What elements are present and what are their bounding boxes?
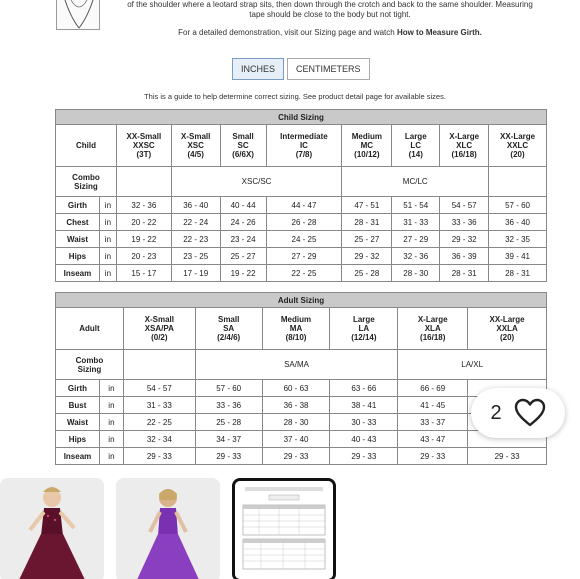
combo-empty-cell xyxy=(489,167,547,197)
child-size-header xyxy=(266,125,342,167)
adult-label: Adult xyxy=(56,308,124,350)
measurement-row-inseam xyxy=(56,448,547,465)
adult-size-header xyxy=(330,308,398,350)
combo-empty-cell xyxy=(123,350,195,380)
demo-prefix: For a detailed demonstration, visit our Sizing page and watch xyxy=(178,28,397,37)
measurement-value: 23 - 25 xyxy=(171,248,220,265)
measurement-value: 66 - 69 xyxy=(398,380,468,397)
child-label: Child xyxy=(56,125,117,167)
measurement-name: Girth xyxy=(56,380,100,397)
size-header-line: (16/18) xyxy=(451,150,477,159)
measurement-value: 23 - 24 xyxy=(220,231,266,248)
measurement-value: 24 - 25 xyxy=(266,231,342,248)
measurement-value: 22 - 23 xyxy=(171,231,220,248)
measurement-value: 29 - 33 xyxy=(123,448,195,465)
size-header-line: (2/4/6) xyxy=(217,333,241,342)
measurement-value: 28 - 31 xyxy=(440,265,489,282)
measurement-unit: in xyxy=(99,380,123,397)
size-header-line: (8/10) xyxy=(285,333,307,342)
measurement-value: 28 - 30 xyxy=(262,414,330,431)
measurement-value: 43 - 47 xyxy=(398,431,468,448)
instruction-line-2: tape should be close to the body but not tight. xyxy=(249,10,411,19)
size-header-line: (12/14) xyxy=(351,333,377,342)
combo-empty-cell xyxy=(116,167,171,197)
measurement-value: 30 - 33 xyxy=(330,414,398,431)
measurement-value: 26 - 28 xyxy=(266,214,342,231)
size-header-line: Small xyxy=(217,315,240,324)
measurement-value: 60 - 63 xyxy=(262,380,330,397)
measurement-value: 36 - 39 xyxy=(440,248,489,265)
child-size-header-row xyxy=(56,125,547,167)
measurement-unit: in xyxy=(99,448,123,465)
adult-sizing-title: Adult Sizing xyxy=(56,293,547,308)
size-header-line: SA xyxy=(223,324,235,333)
size-header-line: XLA xyxy=(424,324,441,333)
measurement-unit: in xyxy=(99,231,116,248)
combo-label-line-2: Sizing xyxy=(74,181,98,191)
measurement-value: 54 - 57 xyxy=(440,197,489,214)
child-size-header xyxy=(440,125,489,167)
measurement-value: 29 - 33 xyxy=(330,448,398,465)
demo-link: How to Measure Girth. xyxy=(396,28,482,37)
adult-size-header xyxy=(123,308,195,350)
measurement-row-chest xyxy=(56,214,547,231)
adult-sizing-table xyxy=(55,292,547,465)
measurement-value: 32 - 34 xyxy=(123,431,195,448)
size-header-line: (20) xyxy=(499,333,515,342)
size-header-line: XSC xyxy=(187,141,204,150)
measurement-value: 19 - 22 xyxy=(220,265,266,282)
size-header-line: (16/18) xyxy=(420,333,446,342)
measurement-name: Hips xyxy=(56,248,100,265)
measurement-value: 32 - 36 xyxy=(116,197,171,214)
size-header-line: XX-Large xyxy=(499,132,536,141)
measurement-unit: in xyxy=(99,197,116,214)
measurement-name: Inseam xyxy=(56,265,100,282)
combo-cell: MC/LC xyxy=(342,167,489,197)
size-header-line: X-Small xyxy=(181,132,211,141)
instruction-line-1: of the shoulder where a leotard strap sits, then down through the crotch and back to the same shoulder. Measuring xyxy=(127,0,533,9)
measurement-value: 33 - 36 xyxy=(195,397,262,414)
size-header-line: SC xyxy=(237,141,249,150)
thumbnail-purple-dress[interactable] xyxy=(116,478,220,579)
size-header-line: Medium xyxy=(351,132,382,141)
child-size-header xyxy=(342,125,392,167)
measurement-value: 39 - 41 xyxy=(489,248,547,265)
measurement-value: 29 - 33 xyxy=(468,448,547,465)
size-header-line: Small xyxy=(232,132,254,141)
measurement-value: 20 - 22 xyxy=(116,214,171,231)
measurement-value: 31 - 33 xyxy=(392,214,440,231)
combo-cell: LA/XL xyxy=(398,350,547,380)
sizing-guide-note: This is a guide to help determine correct sizing. See product detail page for available sizes. xyxy=(144,92,446,101)
measurement-value: 27 - 29 xyxy=(266,248,342,265)
inches-button[interactable]: INCHES xyxy=(232,58,284,80)
measurement-value: 19 - 22 xyxy=(116,231,171,248)
measurement-value: 41 - 45 xyxy=(398,397,468,414)
measurement-value: 57 - 60 xyxy=(195,380,262,397)
size-header-line: LA xyxy=(358,324,370,333)
measurement-value: 34 - 37 xyxy=(195,431,262,448)
combo-sizing-label xyxy=(56,350,124,380)
measurement-value: 47 - 51 xyxy=(342,197,392,214)
combo-label-line-1: Combo xyxy=(75,355,104,365)
size-header-line: X-Large xyxy=(417,315,448,324)
measurement-value: 33 - 36 xyxy=(440,214,489,231)
size-header-line: Large xyxy=(352,315,375,324)
measurement-value: 25 - 27 xyxy=(342,231,392,248)
size-header-line: LC xyxy=(410,141,422,150)
measurement-value: 15 - 17 xyxy=(116,265,171,282)
adult-size-header-row xyxy=(56,308,547,350)
measurement-value: 22 - 24 xyxy=(171,214,220,231)
measurement-value: 17 - 19 xyxy=(171,265,220,282)
measurement-value: 25 - 28 xyxy=(342,265,392,282)
size-header-line: Large xyxy=(404,132,427,141)
measurement-value: 33 - 37 xyxy=(398,414,468,431)
measurement-row-girth xyxy=(56,197,547,214)
heart-icon xyxy=(514,398,546,428)
thumbnail-strip xyxy=(0,466,580,579)
measurement-row-inseam xyxy=(56,265,547,282)
combo-sizing-label xyxy=(56,167,117,197)
measurement-value: 25 - 27 xyxy=(220,248,266,265)
combo-label-line-2: Sizing xyxy=(77,364,102,374)
measurement-value: 27 - 29 xyxy=(392,231,440,248)
measurement-value: 28 - 31 xyxy=(342,214,392,231)
size-header-line: XXLC xyxy=(506,141,529,150)
size-header-line: (6/6X) xyxy=(232,150,254,159)
measurement-value: 24 - 26 xyxy=(220,214,266,231)
measurement-value: 29 - 33 xyxy=(262,448,330,465)
size-header-line: XX-Large xyxy=(489,315,525,324)
measurement-value: 38 - 41 xyxy=(330,397,398,414)
girth-instructions xyxy=(110,0,550,20)
like-button[interactable] xyxy=(471,388,565,438)
measurement-value: 63 - 66 xyxy=(330,380,398,397)
child-sizing-table xyxy=(55,109,547,282)
measurement-value: 22 - 25 xyxy=(266,265,342,282)
measurement-unit: in xyxy=(99,414,123,431)
measurement-value: 32 - 36 xyxy=(392,248,440,265)
measurement-row-waist xyxy=(56,231,547,248)
size-header-line: Medium xyxy=(280,315,312,324)
child-size-header xyxy=(171,125,220,167)
measurement-value: 36 - 38 xyxy=(262,397,330,414)
measurement-row-hips xyxy=(56,248,547,265)
measurement-value: 29 - 32 xyxy=(342,248,392,265)
measurement-name: Hips xyxy=(56,431,100,448)
measurement-name: Waist xyxy=(56,414,100,431)
child-sizing-title: Child Sizing xyxy=(56,110,547,125)
unit-toggle xyxy=(232,58,370,80)
measurement-unit: in xyxy=(99,248,116,265)
size-header-line: X-Small xyxy=(144,315,174,324)
measurement-value: 29 - 33 xyxy=(195,448,262,465)
measurement-name: Inseam xyxy=(56,448,100,465)
size-header-line: IC xyxy=(299,141,308,150)
measurement-unit: in xyxy=(99,265,116,282)
size-header-line: (3T) xyxy=(136,150,152,159)
thumbnail-size-chart[interactable] xyxy=(232,478,336,579)
size-header-line: XXLA xyxy=(496,324,518,333)
size-header-line: Intermediate xyxy=(280,132,328,141)
demo-text xyxy=(110,28,550,37)
child-size-header xyxy=(116,125,171,167)
measurement-value: 28 - 31 xyxy=(489,265,547,282)
measurement-value: 29 - 32 xyxy=(440,231,489,248)
measurement-value: 32 - 35 xyxy=(489,231,547,248)
measurement-value: 36 - 40 xyxy=(489,214,547,231)
child-size-header xyxy=(489,125,547,167)
adult-size-header xyxy=(468,308,547,350)
size-header-line: XLC xyxy=(456,141,473,150)
measurement-value: 40 - 44 xyxy=(220,197,266,214)
measurement-value: 37 - 40 xyxy=(262,431,330,448)
measurement-name: Bust xyxy=(56,397,100,414)
size-header-line: XXSC xyxy=(132,141,155,150)
size-header-line: (10/12) xyxy=(354,150,380,159)
measurement-value: 40 - 43 xyxy=(330,431,398,448)
combo-cell: SA/MA xyxy=(195,350,398,380)
measurement-row-girth xyxy=(56,380,547,397)
measurement-name: Chest xyxy=(56,214,100,231)
adult-size-header xyxy=(195,308,262,350)
measurement-value: 20 - 23 xyxy=(116,248,171,265)
measurement-value: 29 - 33 xyxy=(398,448,468,465)
adult-size-header xyxy=(262,308,330,350)
centimeters-button[interactable]: CENTIMETERS xyxy=(287,58,370,80)
child-combo-row xyxy=(56,167,547,197)
measurement-unit: in xyxy=(99,214,116,231)
size-chart-intro xyxy=(0,0,580,110)
size-header-line: (0/2) xyxy=(151,333,168,342)
measurement-row-hips xyxy=(56,431,547,448)
size-header-line: XSA/PA xyxy=(144,324,174,333)
measurement-value: 22 - 25 xyxy=(123,414,195,431)
combo-cell: XSC/SC xyxy=(171,167,342,197)
measurement-value: 25 - 28 xyxy=(195,414,262,431)
size-header-line: X-Large xyxy=(449,132,480,141)
size-header-line: MC xyxy=(360,141,374,150)
measurement-unit: in xyxy=(99,397,123,414)
size-header-line: MA xyxy=(289,324,303,333)
child-size-header xyxy=(220,125,266,167)
measurement-value: 31 - 33 xyxy=(123,397,195,414)
size-header-line: (14) xyxy=(408,150,423,159)
like-count: 2 xyxy=(490,401,502,424)
measurement-value: 36 - 40 xyxy=(171,197,220,214)
combo-label-line-1: Combo xyxy=(72,172,100,182)
measurement-value: 28 - 30 xyxy=(392,265,440,282)
measuring-figure-icon xyxy=(56,0,100,30)
size-header-line: XX-Small xyxy=(126,132,162,141)
child-size-header xyxy=(392,125,440,167)
adult-combo-row xyxy=(56,350,547,380)
measurement-unit: in xyxy=(99,431,123,448)
measurement-value: 57 - 60 xyxy=(489,197,547,214)
size-header-line: (7/8) xyxy=(295,150,313,159)
size-header-line: (4/5) xyxy=(187,150,204,159)
measurement-name: Waist xyxy=(56,231,100,248)
size-header-line: (20) xyxy=(510,150,525,159)
measurement-value: 54 - 57 xyxy=(123,380,195,397)
measurement-name: Girth xyxy=(56,197,100,214)
adult-size-header xyxy=(398,308,468,350)
thumbnail-maroon-dress[interactable] xyxy=(0,478,104,579)
measurement-value: 51 - 54 xyxy=(392,197,440,214)
measurement-value: 44 - 47 xyxy=(266,197,342,214)
